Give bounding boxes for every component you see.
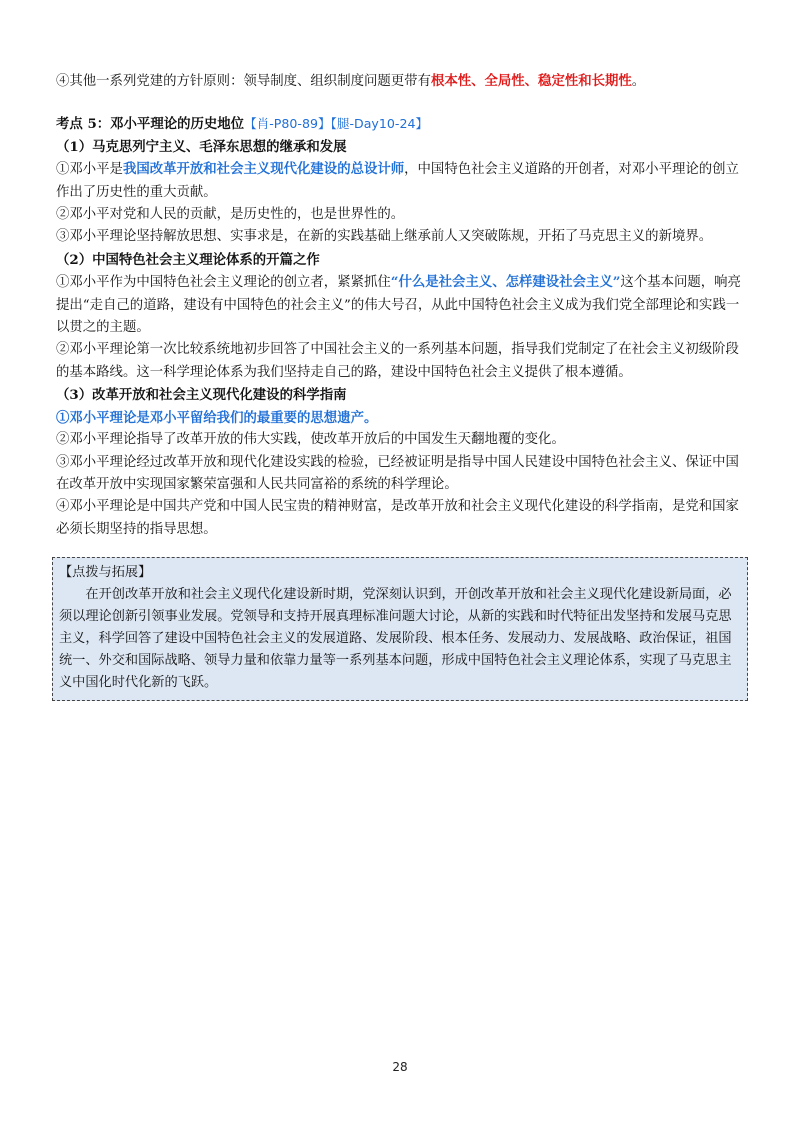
highlight-red: 根本性、全局性、稳定性和长期性 <box>430 73 632 89</box>
tip-box <box>52 557 748 701</box>
highlight-blue: 我国改革开放和社会主义现代化建设的总设计师 <box>122 161 405 178</box>
text: 这个基本问题，响亮提出“走自己的道路，建设有中国特色的社会主义”的伟大号召，从此中国特色社会主义成为我们党全部理论和实践一以贯之的主题。 <box>56 275 741 336</box>
item-3-1: ①邓小平理论是邓小平留给我们的最重要的思想遗产。 <box>56 409 378 426</box>
tip-box-title: 【点拨与拓展】 <box>59 565 152 581</box>
item-1-3: ③邓小平理论坚持解放思想、实事求是，在新的实践基础上继承前人又突破陈规，开拓了马克思主义的新境界。 <box>56 229 713 245</box>
heading-ref: 【肖-P80-89】【腿-Day10-24】 <box>244 116 429 132</box>
item-3-4: ④邓小平理论是中国共产党和中国人民宝贵的精神财富，是改革开放和社会主义现代化建设的科学指南，是党和国家必须长期坚持的指导思想。 <box>56 499 739 537</box>
text: ，中国特色社会主义道路的开创者，对邓小平理论的创立作出了历史性的重大贡献。 <box>56 162 739 200</box>
text: ④其他一系列党建的方针原则：领导制度、组织制度问题更带有 <box>56 74 431 89</box>
section-heading <box>56 113 748 135</box>
page-content <box>56 70 748 701</box>
subsection-title-1: （1）马克思列宁主义、毛泽东思想的继承和发展 <box>56 138 347 155</box>
item-2-1 <box>56 271 748 339</box>
tip-box-body: 在开创改革开放和社会主义现代化建设新时期，党深刻认识到，开创改革开放和社会主义现代化建设新局面，必须以理论创新引领事业发展。党领导和支持开展真理标准问题大讨论，从新的实践和时代特征出发坚持和发展马克思主义，科学回答了建设中国特色社会主义的发展道路、发展阶段、根本任务、发展动力、发展战略、政治保证，祖国统一、外交和国际战略、领导力量和依靠力量等一系列基本问题，形成中国特色社会主义理论体系，实现了马克思主义中国化时代化新的飞跃。 <box>59 587 732 691</box>
item-3-2: ②邓小平理论指导了改革开放的伟大实践，使改革开放后的中国发生天翻地覆的变化。 <box>56 432 565 448</box>
paragraph-party-building <box>56 70 748 93</box>
text: ①邓小平作为中国特色社会主义理论的创立者，紧紧抓住 <box>56 275 391 291</box>
highlight-blue: “什么是社会主义、怎样建设社会主义” <box>390 274 621 291</box>
item-3-3: ③邓小平理论经过改革开放和现代化建设实践的检验，已经被证明是指导中国人民建设中国特色社会主义、保证中国在改革开放中实现国家繁荣富强和人民共同富裕的系统的科学理论。 <box>56 454 739 492</box>
text: ①邓小平是 <box>56 162 123 178</box>
item-1-1 <box>56 158 748 204</box>
subsection-title-2: （2）中国特色社会主义理论体系的开篇之作 <box>56 251 320 268</box>
text: 。 <box>631 74 646 89</box>
subsection-title-3: （3）改革开放和社会主义现代化建设的科学指南 <box>56 387 347 404</box>
item-2-2: ②邓小平理论第一次比较系统地初步回答了中国社会主义的一系列基本问题，指导我们党制定了在社会主义初级阶段的基本路线。这一科学理论体系为我们坚持走自己的路，建设中国特色社会主义提供了根本遵循。 <box>56 342 739 380</box>
item-1-2: ②邓小平对党和人民的贡献，是历史性的，也是世界性的。 <box>56 207 405 223</box>
page-number: 28 <box>392 1060 408 1074</box>
heading-text: 考点 5：邓小平理论的历史地位 <box>56 116 245 133</box>
